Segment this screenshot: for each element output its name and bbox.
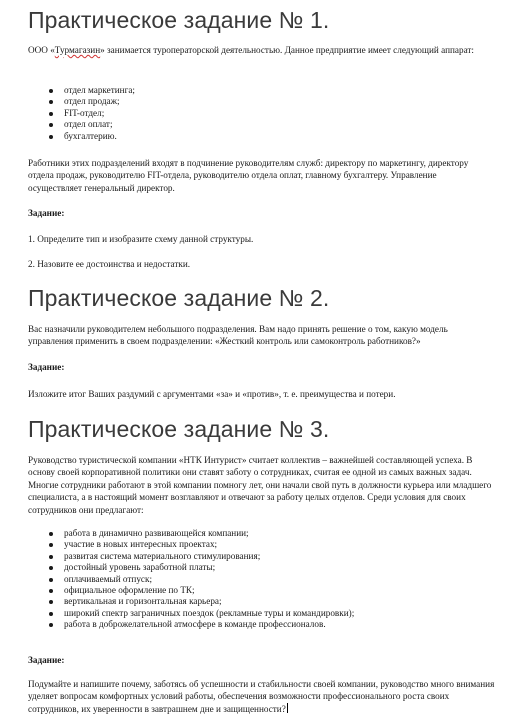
list-item: работа в динамично развивающейся компании; [28,528,493,539]
task1-title: Практическое задание № 1. [28,7,330,33]
list-item: отдел маркетинга; [28,85,483,96]
task3-task-label: Задание: [28,655,65,665]
task3-body: Руководство туристической компании «НТК Интурист» считает коллектив – важнейшей составляющей успеха. В основу своей корпоративной политики они ставят заботу о сотрудниках, считая ее одной из самых важных задач. Многие сотрудники работают в этой компании помногу лет, они начали свой путь в должности курьера или младшего специалиста, а в настоящий момент возглавляют и отвечают за работу целых отделов. Среди условия для своих сотрудников они предлагают: [28,455,492,515]
list-item: отдел оплат; [28,119,483,130]
task2-body: Вас назначили руководителем небольшого подразделения. Вам надо принять решение о том, какую модель управления применить в своем подразделении: «Жесткий контроль или самоконтроль работников?» [28,324,448,347]
list-item: широкий спектр заграничных поездок (рекламные туры и командировки); [28,608,493,619]
company-name: Турмагазин [54,45,101,55]
list-item: работа в доброжелательной атмосфере в команде профессионалов. [28,619,493,630]
task1-question2: 2. Назовите ее достоинства и недостатки. [28,259,191,269]
list-item: развитая система материального стимулирования; [28,551,493,562]
text-cursor [287,703,288,713]
task1-intro [28,44,483,56]
list-item: оплачиваемый отпуск; [28,574,493,585]
departments-list [28,85,483,142]
task2-question: Изложите итог Ваших раздумий с аргументами «за» и «против», т. е. преимущества и потери. [28,389,396,399]
list-item: официальное оформление по ТК; [28,585,493,596]
task1-question1: 1. Определите тип и изобразите схему данной структуры. [28,234,254,244]
list-item: вертикальная и горизонтальная карьера; [28,596,493,607]
task1-intro-suffix: » занимается туроператорской деятельностью. Данное предприятие имеет следующий аппарат: [100,45,474,55]
task2-title: Практическое задание № 2. [28,285,330,311]
benefits-list [28,528,493,631]
task3-title: Практическое задание № 3. [28,416,330,442]
task1-task-label: Задание: [28,208,65,218]
task3-question-text: Подумайте и напишите почему, заботясь об успешности и стабильности своей компании, руководство много внимания уделяет вопросам комфортных условий работы, обеспечения возможности профессионального роста своих сотрудников, их уверенности в завтрашнем дне и защищенности? [28,679,495,714]
task1-body: Работники этих подразделений входят в подчинение руководителям служб: директору по маркетингу, директору отдела продаж, руководителю FIT-отдела, руководителю отдела оплат, главному бухгалтеру. Управление осуществляет генеральный директор. [28,158,469,193]
list-item: отдел продаж; [28,96,483,107]
task1-intro-prefix: ООО « [28,45,55,55]
task2-task-label: Задание: [28,362,65,372]
list-item: FIT-отдел; [28,108,483,119]
list-item: достойный уровень заработной платы; [28,562,493,573]
task3-question [28,678,496,715]
list-item: участие в новых интересных проектах; [28,539,493,550]
list-item: бухгалтерию. [28,131,483,142]
